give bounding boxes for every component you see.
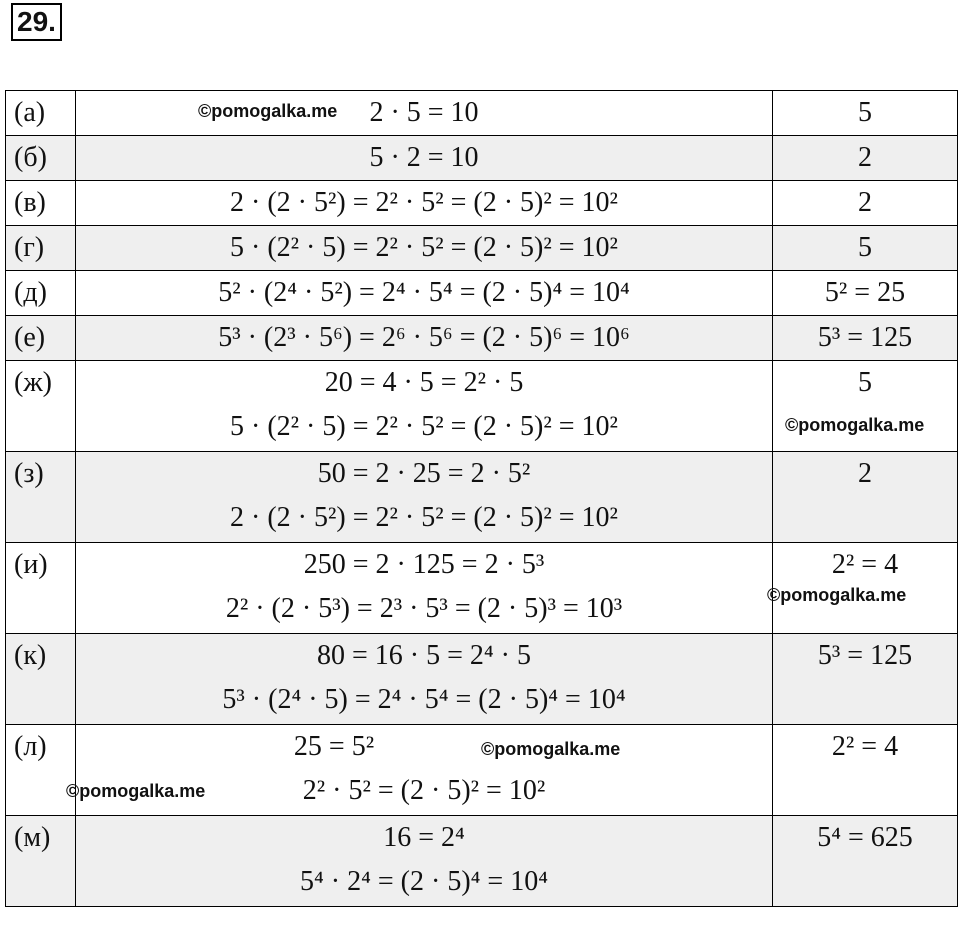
table-row bbox=[6, 226, 958, 271]
expression-line: 250 = 2 · 125 = 2 · 5³ bbox=[303, 549, 545, 580]
row-label: (к) bbox=[6, 634, 76, 725]
answer-cell bbox=[773, 816, 958, 907]
answer-cell bbox=[773, 634, 958, 725]
answer-cell: 5 bbox=[773, 91, 958, 136]
expression-cell bbox=[76, 361, 773, 452]
expression-line: 2² · 5² = (2 · 5)² = 10² bbox=[302, 775, 546, 806]
answer-cell bbox=[767, 543, 958, 634]
row-label: (л) bbox=[6, 725, 76, 816]
table-row bbox=[6, 316, 958, 361]
expression-cell bbox=[76, 452, 773, 543]
expression-cell bbox=[76, 634, 773, 725]
expression-line: 2 · (2 · 5²) = 2² · 5² = (2 · 5)² = 10² bbox=[230, 187, 618, 218]
expression-line: 2 · 5 = 10 bbox=[369, 97, 479, 128]
expression-line: 5⁴ · 2⁴ = (2 · 5)⁴ = 10⁴ bbox=[300, 866, 548, 897]
table-row bbox=[6, 452, 958, 543]
answer-cell bbox=[773, 452, 958, 543]
answer-value: 2² = 4 bbox=[831, 731, 899, 762]
answer-value: 5 bbox=[858, 367, 872, 398]
answer-value: 2² = 4 bbox=[831, 549, 899, 580]
expression-line: 5 · 2 = 10 bbox=[369, 142, 479, 173]
row-label: (д) bbox=[6, 271, 76, 316]
answer-cell bbox=[773, 725, 958, 816]
row-label: (е) bbox=[6, 316, 76, 361]
expression-line: 5 · (2² · 5) = 2² · 5² = (2 · 5)² = 10² bbox=[230, 232, 618, 263]
table-row bbox=[6, 91, 958, 136]
row-label: (м) bbox=[6, 816, 76, 907]
table-row bbox=[6, 361, 958, 452]
answer-cell: 5³ = 125 bbox=[773, 316, 958, 361]
row-label: (ж) bbox=[6, 361, 76, 452]
expression-line: 50 = 2 · 25 = 2 · 5² bbox=[317, 458, 531, 489]
expression-cell bbox=[76, 816, 773, 907]
expression-line: 2 · (2 · 5²) = 2² · 5² = (2 · 5)² = 10² bbox=[230, 502, 618, 533]
watermark: ©pomogalka.me bbox=[66, 781, 206, 801]
row-label: (з) bbox=[6, 452, 76, 543]
row-label: (в) bbox=[6, 181, 76, 226]
expression-line: 5³ · (2⁴ · 5) = 2⁴ · 5⁴ = (2 · 5)⁴ = 10⁴ bbox=[222, 684, 626, 715]
table-row bbox=[6, 271, 958, 316]
expression-line: 5³ · (2³ · 5⁶) = 2⁶ · 5⁶ = (2 · 5)⁶ = 10⁶ bbox=[218, 322, 630, 353]
row-label: (и) bbox=[6, 543, 76, 634]
watermark: ©pomogalka.me bbox=[767, 585, 907, 605]
expression-cell bbox=[76, 271, 773, 316]
answer-cell: 2 bbox=[773, 181, 958, 226]
expression-cell bbox=[66, 725, 773, 816]
task-number: 29. bbox=[11, 3, 62, 41]
answer-cell: 5² = 25 bbox=[773, 271, 958, 316]
expression-line: 20 = 4 · 5 = 2² · 5 bbox=[324, 367, 524, 398]
expression-text: 25 = 5² bbox=[293, 731, 375, 762]
watermark: ©pomogalka.me bbox=[481, 739, 621, 759]
expression-cell bbox=[76, 91, 773, 136]
expression-line: 5² · (2⁴ · 5²) = 2⁴ · 5⁴ = (2 · 5)⁴ = 10⁴ bbox=[218, 277, 630, 308]
watermark: ©pomogalka.me bbox=[198, 101, 338, 121]
expression-cell bbox=[76, 181, 773, 226]
row-label: (г) bbox=[6, 226, 76, 271]
table-row bbox=[6, 543, 958, 634]
table-row bbox=[6, 725, 958, 816]
row-label: (б) bbox=[6, 136, 76, 181]
expression-cell bbox=[76, 316, 773, 361]
answer-cell: 5 bbox=[773, 226, 958, 271]
table-row bbox=[6, 634, 958, 725]
expression-cell bbox=[76, 543, 773, 634]
table-row bbox=[6, 181, 958, 226]
table-row bbox=[6, 136, 958, 181]
table-row bbox=[6, 816, 958, 907]
answer-cell: 2 bbox=[773, 136, 958, 181]
row-label: (а) bbox=[6, 91, 76, 136]
expression-line bbox=[76, 725, 772, 769]
expression-cell bbox=[76, 226, 773, 271]
answer-value: 2 bbox=[858, 458, 872, 489]
expression-line: 80 = 16 · 5 = 2⁴ · 5 bbox=[317, 640, 531, 671]
expression-line: 5 · (2² · 5) = 2² · 5² = (2 · 5)² = 10² bbox=[230, 411, 618, 442]
answer-value: 5³ = 125 bbox=[817, 640, 913, 671]
expression-cell bbox=[76, 136, 773, 181]
solution-table bbox=[5, 90, 958, 907]
watermark: ©pomogalka.me bbox=[785, 415, 925, 435]
expression-line: 2² · (2 · 5³) = 2³ · 5³ = (2 · 5)³ = 10³ bbox=[225, 593, 623, 624]
answer-cell bbox=[773, 361, 958, 452]
expression-line: 16 = 2⁴ bbox=[383, 822, 465, 853]
answer-value: 5⁴ = 625 bbox=[817, 822, 913, 853]
